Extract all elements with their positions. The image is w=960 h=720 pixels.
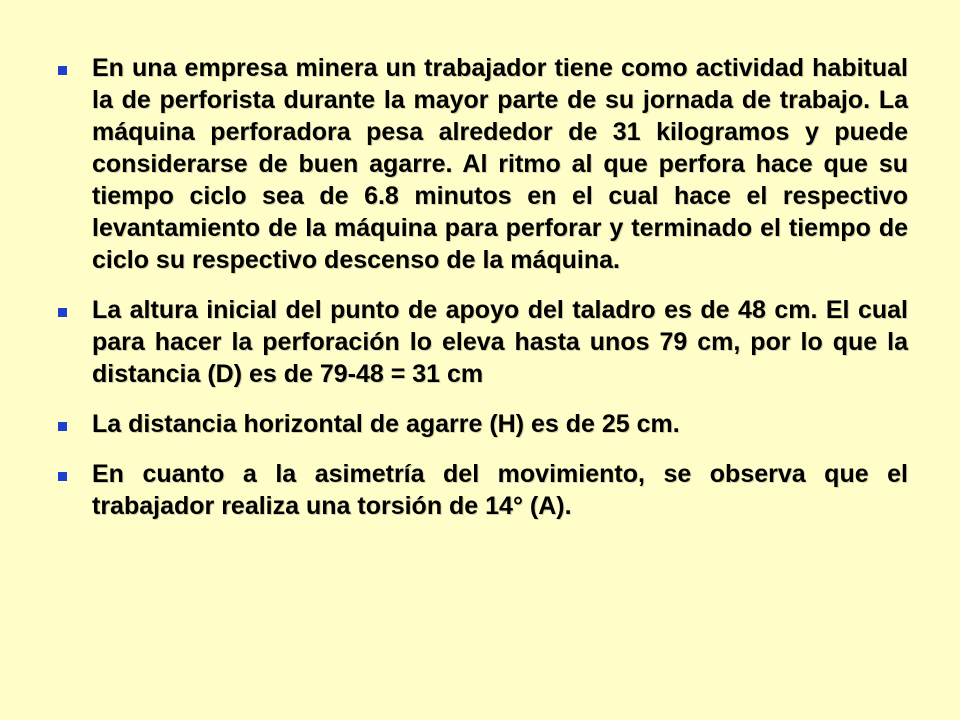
bullet-item [58,52,908,276]
bullet-item [58,294,908,390]
bullet-item [58,458,908,522]
square-bullet-icon [58,472,67,481]
bullet-text: En una empresa minera un trabajador tiene como actividad habitual la de perforista durante la mayor parte de su jornada de trabajo. La máquina perforadora pesa alrededor de 31 kilogramos y puede considerarse de buen agarre. Al ritmo al que perfora hace que su tiempo ciclo sea de 6.8 minutos en el cual hace el respectivo levantamiento de la máquina para perforar y terminado el tiempo de ciclo su respectivo descenso de la máquina. [92,54,908,274]
bullet-text: La distancia horizontal de agarre (H) es de 25 cm. [92,410,680,438]
bullet-list [58,52,908,522]
square-bullet-icon [58,66,67,75]
bullet-text: La altura inicial del punto de apoyo del taladro es de 48 cm. El cual para hacer la perforación lo eleva hasta unos 79 cm, por lo que la distancia (D) es de 79-48 = 31 cm [92,296,908,388]
square-bullet-icon [58,308,67,317]
bullet-item [58,408,908,440]
bullet-text: En cuanto a la asimetría del movimiento, se observa que el trabajador realiza una torsión de 14° (A). [92,460,908,520]
square-bullet-icon [58,422,67,431]
